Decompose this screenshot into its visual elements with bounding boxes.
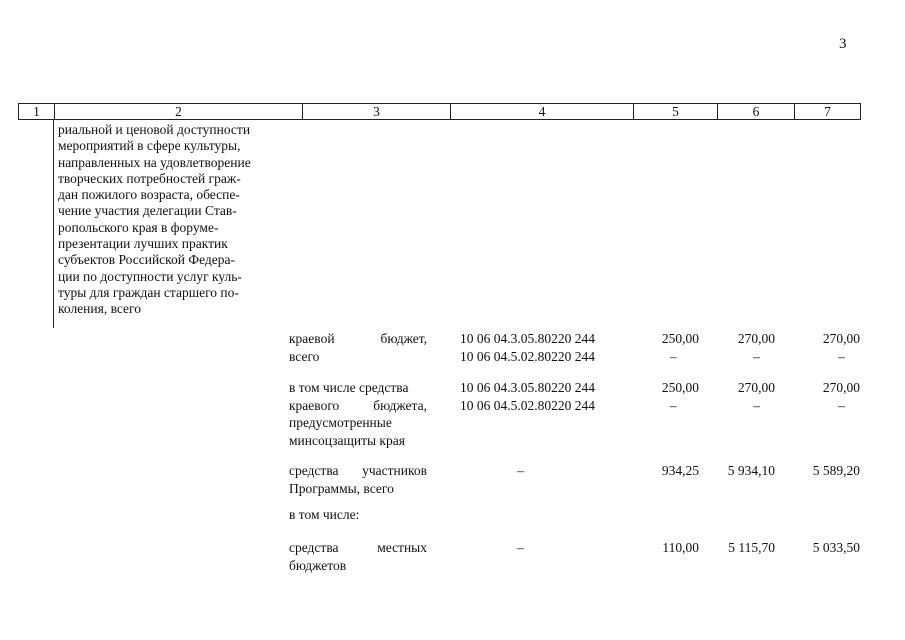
col6-value	[728, 539, 775, 557]
col5-value	[662, 462, 699, 480]
value: 5 115,70	[728, 540, 775, 555]
source-line: краевого бюджета,	[289, 397, 427, 413]
header-col-6: 6	[718, 104, 795, 119]
source-line: средства участников	[289, 463, 427, 478]
code-line: 10 06 04.5.02.80220 244	[460, 397, 595, 413]
col5-value	[662, 330, 699, 365]
funding-source-program-participants	[289, 462, 427, 497]
measure-description	[58, 122, 274, 318]
budget-code: –	[517, 463, 524, 478]
value: –	[753, 348, 760, 364]
description-line: мероприятий в сфере культуры,	[58, 138, 241, 154]
header-col-4: 4	[451, 104, 634, 119]
value: 270,00	[737, 331, 775, 346]
value: –	[669, 397, 677, 413]
value: 250,00	[661, 331, 699, 346]
budget-code	[460, 330, 595, 365]
source-line: средства местных	[289, 540, 427, 555]
source-line: предусмотренные	[289, 415, 392, 430]
description-line: дан пожилого возраста, обеспе-	[58, 187, 240, 203]
code-line: 10 06 04.3.05.80220 244	[460, 331, 595, 346]
col5-value	[662, 379, 699, 414]
value: 270,00	[822, 331, 860, 346]
value: 5 934,10	[727, 463, 775, 478]
column-divider	[53, 120, 54, 328]
header-col-1: 1	[19, 104, 55, 119]
description-line: риальной и ценовой доступности	[58, 122, 251, 137]
code-line: 10 06 04.3.05.80220 244	[460, 380, 595, 395]
description-line: субъектов Российской Федера-	[58, 252, 235, 268]
header-col-3: 3	[303, 104, 451, 119]
table-header-row	[18, 103, 861, 120]
description-line: ропольского края в форуме-	[58, 219, 219, 235]
col6-value	[728, 462, 775, 480]
col6-value	[738, 330, 775, 365]
funding-source-including	[289, 506, 427, 524]
description-line: презентации лучших практик	[58, 236, 228, 252]
header-col-5: 5	[634, 104, 718, 119]
funding-source-regional-budget	[289, 330, 427, 365]
value: –	[838, 397, 845, 413]
col5-value	[662, 539, 699, 557]
value: 110,00	[662, 540, 699, 555]
code-line: 10 06 04.5.02.80220 244	[460, 348, 595, 364]
source-line: в том числе средства	[289, 380, 409, 395]
value: –	[838, 348, 845, 364]
source-line: всего	[289, 348, 320, 364]
col7-value	[813, 539, 860, 557]
source-line: минсоцзащиты края	[289, 432, 405, 448]
source-line: Программы, всего	[289, 480, 394, 496]
description-line: ции по доступности услуг куль-	[58, 268, 242, 284]
source-line: в том числе:	[289, 507, 360, 522]
value: 270,00	[737, 380, 775, 395]
page-number: 3	[839, 36, 847, 52]
value: 250,00	[661, 380, 699, 395]
header-col-7: 7	[824, 104, 831, 119]
value: –	[753, 397, 760, 413]
funding-source-regional-budget-ministry	[289, 379, 427, 449]
col7-value	[823, 330, 860, 365]
value: 5 033,50	[812, 540, 860, 555]
description-line: творческих потребностей граж-	[58, 170, 241, 186]
description-line: направленных на удовлетворение	[58, 154, 251, 170]
source-line: бюджетов	[289, 557, 347, 573]
value: 5 589,20	[812, 463, 860, 478]
col6-value	[738, 379, 775, 414]
value: 934,25	[661, 463, 699, 478]
value: 270,00	[822, 380, 860, 395]
budget-code: –	[517, 540, 524, 555]
budget-code	[460, 379, 595, 414]
description-line: чение участия делегации Став-	[58, 203, 237, 219]
col7-value	[823, 379, 860, 414]
description-line: коления, всего	[58, 301, 141, 317]
funding-source-local-budgets	[289, 539, 427, 574]
header-col-2: 2	[55, 104, 303, 119]
value: –	[669, 348, 677, 364]
source-line: краевой бюджет,	[289, 331, 427, 346]
col7-value	[813, 462, 860, 480]
description-line: туры для граждан старшего по-	[58, 284, 239, 300]
